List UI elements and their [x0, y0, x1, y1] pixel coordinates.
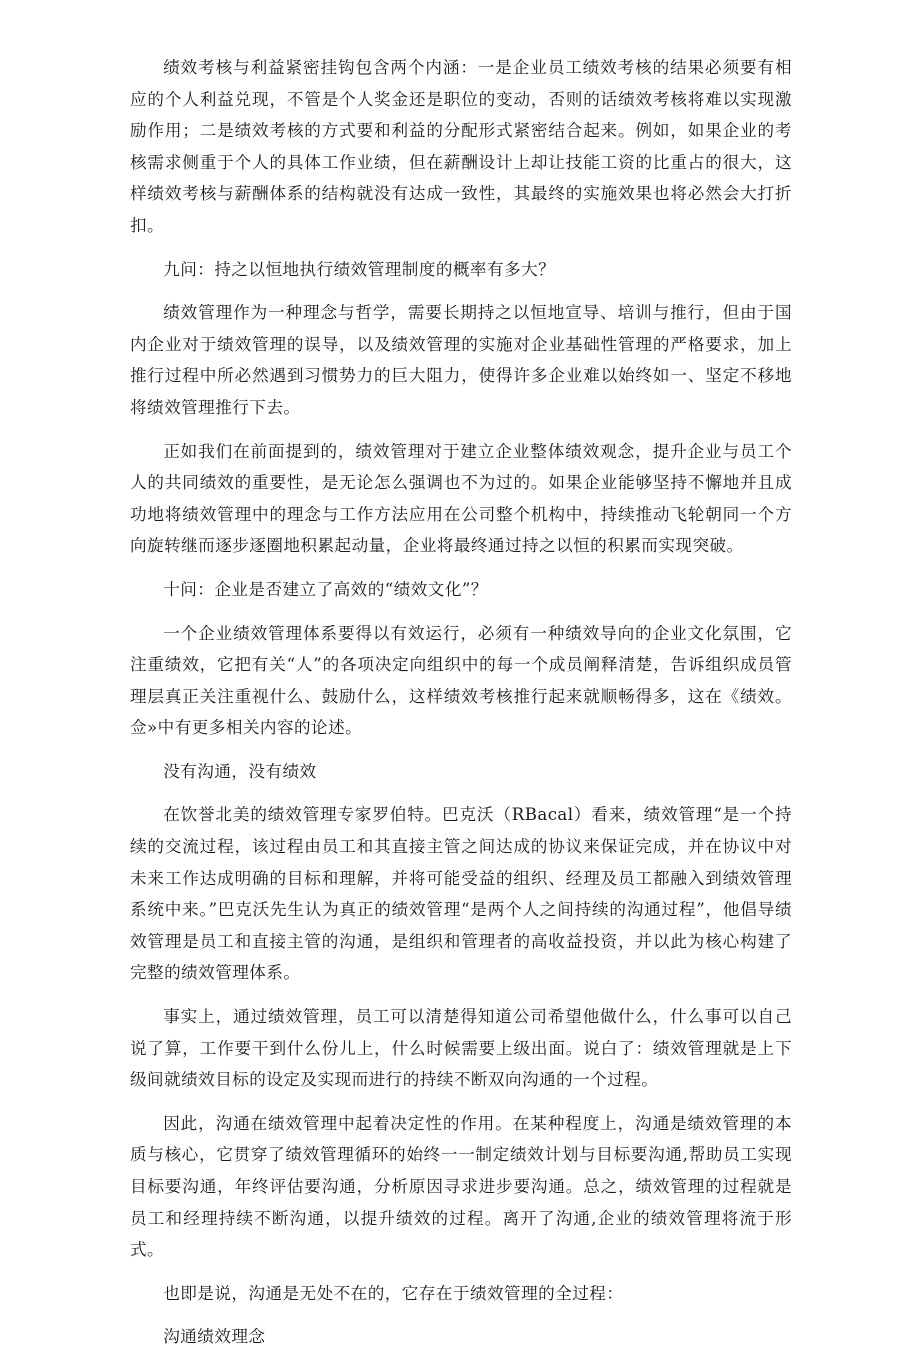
question-nine-heading: 九问：持之以恒地执行绩效管理制度的概率有多大？ [163, 259, 556, 279]
paragraph-3: 绩效管理作为一种理念与哲学，需要长期持之以恒地宣导、培训与推行，但由于国内企业对于绩效管理的误导，以及绩效管理的实施对企业基础性管理的严格要求，加上推行过程中所必然遇到习惯势力的巨大阻力，使得许多企业难以始终如一、坚定不移地将绩效管理推行下去。 [130, 303, 792, 417]
paragraph-10: 因此，沟通在绩效管理中起着决定性的作用。在某种程度上，沟通是绩效管理的本质与核心，它贯穿了绩效管理循环的始终一一制定绩效计划与目标要沟通,帮助员工实现目标要沟通，年终评估要沟通，分析原因寻求进步要沟通。总之，绩效管理的过程就是员工和经理持续不断沟通，以提升绩效的过程。离开了沟通,企业的绩效管理将流于形式。 [130, 1113, 792, 1260]
paragraph-1: 绩效考核与利益紧密挂钩包含两个内涵：一是企业员工绩效考核的结果必须要有相应的个人利益兑现，不管是个人奖金还是职位的变动，否则的话绩效考核将难以实现激励作用；二是绩效考核的方式要和利益的分配形式紧密结合起来。例如，如果企业的考核需求侧重于个人的具体工作业绩，但在薪酬设计上却让技能工资的比重占的很大，这样绩效考核与薪酬体系的结构就没有达成一致性，其最终的实施效果也将必然会大打折扣。 [130, 58, 792, 235]
paragraph-9: 事实上，通过绩效管理，员工可以清楚得知道公司希望他做什么，什么事可以自己说了算，工作要干到什么份儿上，什么时候需要上级出面。说白了：绩效管理就是上下级间就绩效目标的设定及实现而进行的持续不断双向沟通的一个过程。 [130, 1007, 792, 1090]
paragraph-8: 在饮誉北美的绩效管理专家罗伯特。巴克沃（RBacal）看来，绩效管理“是一个持续的交流过程，该过程由员工和其直接主管之间达成的协议来保证完成，并在协议中对未来工作达成明确的目标和理解，并将可能受益的组织、经理及员工都融入到绩效管理系统中来。”巴克沃先生认为真正的绩效管理“是两个人之间持续的沟通过程”，他倡导绩效管理是员工和直接主管的沟通，是组织和管理者的高收益投资，并以此为核心构建了完整的绩效管理体系。 [130, 805, 792, 983]
paragraph-4: 正如我们在前面提到的，绩效管理对于建立企业整体绩效观念，提升企业与员工个人的共同绩效的重要性，是无论怎么强调也不为过的。如果企业能够坚持不懈地并且成功地将绩效管理中的理念与工作方法应用在公司整个机构中，持续推动飞轮朝同一个方向旋转继而逐步逐圈地积累起动量，企业将最终通过持之以恒的积累而实现突破。 [130, 441, 792, 556]
section-heading-communication: 没有沟通，没有绩效 [163, 761, 317, 781]
paragraph-6: 一个企业绩效管理体系要得以有效运行，必须有一种绩效导向的企业文化氛围，它注重绩效，它把有关“人”的各项决定向组织中的每一个成员阐释清楚，告诉组织成员管理层真正关注重视什么、鼓励什么，这样绩效考核推行起来就顺畅得多，这在《绩效。佥»中有更多相关内容的论述。 [130, 623, 792, 738]
document-body [130, 52, 792, 1365]
paragraph-11: 也即是说，沟通是无处不在的，它存在于绩效管理的全过程： [163, 1283, 624, 1303]
question-ten-heading: 十问：企业是否建立了高效的“绩效文化”？ [163, 579, 488, 599]
subheading-communication-philosophy: 沟通绩效理念 [163, 1327, 266, 1347]
